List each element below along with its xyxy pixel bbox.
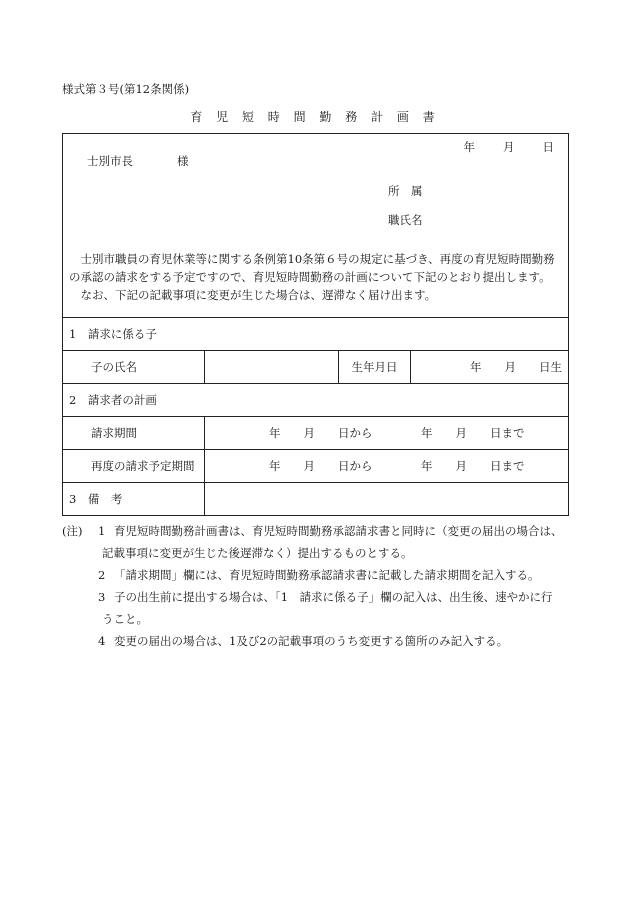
request-period-field[interactable] bbox=[205, 417, 569, 450]
child-name-label: 子の氏名 bbox=[63, 351, 205, 384]
birth-date-label: 生年月日 bbox=[339, 351, 411, 384]
section-3-row bbox=[63, 483, 569, 516]
date-year: 年 bbox=[463, 140, 475, 154]
birth-date-field[interactable]: 年 月 日生 bbox=[411, 351, 569, 384]
request-statement bbox=[69, 250, 564, 304]
note-number: 2 bbox=[98, 568, 106, 582]
staff-name-field[interactable]: 職氏名 bbox=[388, 213, 423, 227]
request-period-row bbox=[63, 417, 569, 450]
note-continuation: うこと。 bbox=[102, 612, 148, 626]
request-period-to: 年 月 日まで bbox=[421, 426, 525, 440]
date-month: 月 bbox=[503, 140, 515, 154]
document-title: 育 児 短 時 間 勤 務 計 画 書 bbox=[190, 110, 440, 124]
form-number: 様式第３号(第12条関係) bbox=[62, 82, 190, 96]
addressee-name: 士別市長 bbox=[87, 154, 133, 168]
rerequest-period-from: 年 月 日から bbox=[269, 459, 373, 473]
notes-prefix: (注) bbox=[62, 524, 83, 538]
child-row bbox=[63, 351, 569, 384]
form-table bbox=[62, 133, 569, 516]
section-2-heading: 2 請求者の計画 bbox=[63, 384, 569, 417]
section-1-heading: 1 請求に係る子 bbox=[63, 318, 569, 351]
note-number: 1 bbox=[98, 524, 106, 538]
section-2-row bbox=[63, 384, 569, 417]
addressee bbox=[87, 153, 189, 169]
note-number: 3 bbox=[98, 590, 106, 604]
statement-line-2: の承認の請求をする予定ですので、育児短時間勤務の計画について下記のとおり提出します。 bbox=[69, 270, 551, 284]
affiliation-field[interactable]: 所 属 bbox=[388, 184, 423, 198]
rerequest-period-label: 再度の請求予定期間 bbox=[63, 450, 205, 483]
rerequest-period-field[interactable] bbox=[205, 450, 569, 483]
request-period-from: 年 月 日から bbox=[269, 426, 373, 440]
note-text: 子の出生前に提出する場合は、「1 請求に係る子」欄の記入は、出生後、速やかに行 bbox=[114, 590, 553, 604]
date-day: 日 bbox=[542, 140, 554, 154]
section-1-row bbox=[63, 318, 569, 351]
note-text: 「請求期間」欄には、育児短時間勤務承認請求書に記載した請求期間を記入する。 bbox=[114, 568, 540, 582]
note-3 bbox=[62, 586, 572, 630]
note-text: 育児短時間勤務計画書は、育児短時間勤務承認請求書と同時に（変更の届出の場合は、 bbox=[114, 524, 563, 538]
header-row bbox=[63, 134, 569, 318]
note-1 bbox=[62, 520, 572, 564]
note-2 bbox=[62, 564, 572, 586]
note-number: 4 bbox=[98, 634, 106, 648]
child-name-field[interactable] bbox=[205, 351, 339, 384]
header-cell bbox=[63, 134, 569, 318]
addressee-honorific: 様 bbox=[177, 154, 189, 168]
submission-date[interactable] bbox=[464, 139, 555, 155]
section-3-heading: 3 備 考 bbox=[63, 483, 205, 516]
rerequest-period-row bbox=[63, 450, 569, 483]
rerequest-period-to: 年 月 日まで bbox=[421, 459, 525, 473]
note-continuation: 記載事項に変更が生じた後遅滞なく）提出するものとする。 bbox=[102, 546, 413, 560]
statement-line-3: なお、下記の記載事項に変更が生じた場合は、遅滞なく届け出ます。 bbox=[80, 288, 437, 302]
request-period-label: 請求期間 bbox=[63, 417, 205, 450]
notes bbox=[62, 520, 572, 652]
note-text: 変更の届出の場合は、1及び2の記載事項のうち変更する箇所のみ記入する。 bbox=[114, 634, 509, 648]
statement-line-1: 士別市職員の育児休業等に関する条例第10条第６号の規定に基づき、再度の育児短時間勤務 bbox=[80, 252, 555, 266]
remarks-field[interactable] bbox=[205, 483, 569, 516]
note-4 bbox=[62, 630, 572, 652]
